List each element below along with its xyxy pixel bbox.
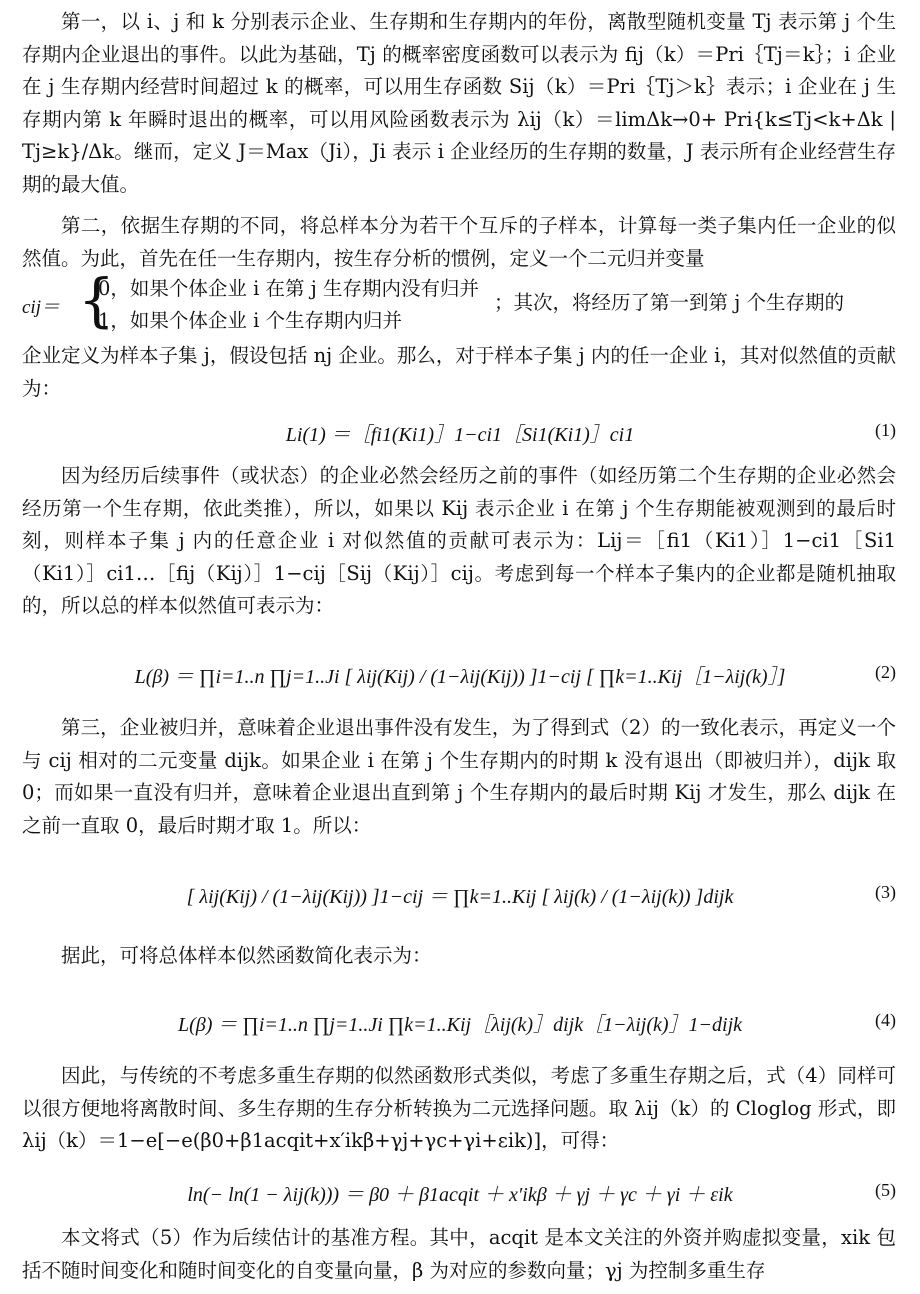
paragraph-1: 第一，以 i、j 和 k 分别表示企业、生存期和生存期内的年份，离散型随机变量 Tj 表示第 j 个生存期内企业退出的事件。以此为基础，Tj 的概率密度函数可以表示为 fij（k）＝Pri｛Tj＝k｝；i 企业在 j 生存期内经营时间超过 k 的概率，可以用生存函数 Sij（k）＝Pri｛Tj＞k｝表示；i 企业在 j 生存期内第 k 年瞬时退出的概率，可以用风险函数表示为 λij（k）＝limΔk→0+ Pri{k≤Tj<k+Δk | Tj≥k}/Δk。继而，定义 J＝Max（Ji），Ji 表示 i 企业经历的生存期的数量，J 表示所有企业经营生存期的最大值。 [22,10,896,196]
paragraph-2: 第二，依据生存期的不同，将总样本分为若干个互斥的子样本，计算每一类子集内任一企业的似然值。为此，首先在任一生存期内，按生存分析的惯例，定义一个二元归并变量 [22,214,896,270]
paragraph-2b: 企业定义为样本子集 j，假设包括 nj 企业。那么，对于样本子集 j 内的任一企业 i，其对似然值的贡献为： [22,344,896,400]
paragraph-3: 因为经历后续事件（或状态）的企业必然会经历之前的事件（如经历第二个生存期的企业必然会经历第一个生存期，依此类推），所以，如果以 Kij 表示企业 i 在第 j 个生存期能被观测到的最后时刻，则样本子集 j 内的任意企业 i 对似然值的贡献可表示为：Lij＝［fi1（Ki1）］1−ci1［Si1（Ki1）］ci1…［fij（Kij）］1−cij［Sij（Kij）］cij。考虑到每一个样本子集内的企业都是随机抽取的，所以总的样本似然值可表示为： [22,464,896,617]
equation-4-body: L(β) ＝ ∏i=1..n ∏j=1..Ji ∏k=1..Kij［λij(k)］dijk［1−λij(k)］1−dijk [177,1014,743,1036]
equation-2-number: (2) [875,662,896,682]
paragraph-4: 第三，企业被归并，意味着企业退出事件没有发生，为了得到式（2）的一致化表示，再定义一个与 cij 相对的二元变量 dijk。如果企业 i 在第 j 个生存期内的时期 k 没有退出（即被归并），dijk 取 0；而如果一直没有归并，意味着企业退出直到第 j 个生存期内的最后时期 Kij 才发生，那么 dijk 在之前一直取 0，最后时期才取 1。所以： [22,716,896,837]
equation-1-number: (1) [875,420,896,440]
equation-2-body: L(β) ＝ ∏i=1..n ∏j=1..Ji [ λij(Kij) / (1−λij(Kij)) ]1−cij [ ∏k=1..Kij［1−λij(k)］] [134,666,786,688]
equation-5-body: ln(− ln(1 − λij(k))) ＝ β0 ＋ β1acqit ＋ x′ikβ ＋ γj ＋ γc ＋ γi ＋ εik [187,1184,733,1206]
paragraph-6: 因此，与传统的不考虑多重生存期的似然函数形式类似，考虑了多重生存期之后，式（4）同样可以很方便地将离散时间、多生存期的生存分析转换为二元选择问题。取 λij（k）的 Cloglog 形式，即 λij（k）＝1−e[−e(β0+β1acqit+x′ikβ+γj+γc+γi+εik)]，可得： [22,1064,896,1152]
equation-2 [0,640,920,700]
equation-1-body: Li(1) ＝［fi1(Ki1)］1−ci1［Si1(Ki1)］ci1 [285,424,635,446]
paragraph-7: 本文将式（5）作为后续估计的基准方程。其中，acqit 是本文关注的外资并购虚拟变量，xik 包括不随时间变化和随时间变化的自变量向量，β 为对应的参数向量；γj 为控制多重生存 [22,1226,896,1282]
equation-3 [0,860,920,920]
left-brace: { [78,266,115,334]
case-line-0: 0，如果个体企业 i 在第 j 生存期内没有归并 [98,277,479,300]
case-label: cij＝ [22,297,60,318]
case-tail-text: ；其次，将经历了第一到第 j 个生存期的 [494,291,844,314]
equation-3-body: [ λij(Kij) / (1−λij(Kij)) ]1−cij ＝ ∏k=1..Kij [ λij(k) / (1−λij(k)) ]dijk [186,886,734,908]
case-line-1: 1，如果个体企业 i 个生存期内归并 [98,309,403,332]
equation-4 [0,988,920,1048]
equation-5 [0,1174,920,1214]
paragraph-5: 据此，可将总体样本似然函数简化表示为： [61,944,432,967]
equation-3-number: (3) [875,882,896,902]
binary-censor-definition [22,266,896,342]
equation-5-number: (5) [875,1180,896,1200]
equation-4-number: (4) [875,1010,896,1030]
